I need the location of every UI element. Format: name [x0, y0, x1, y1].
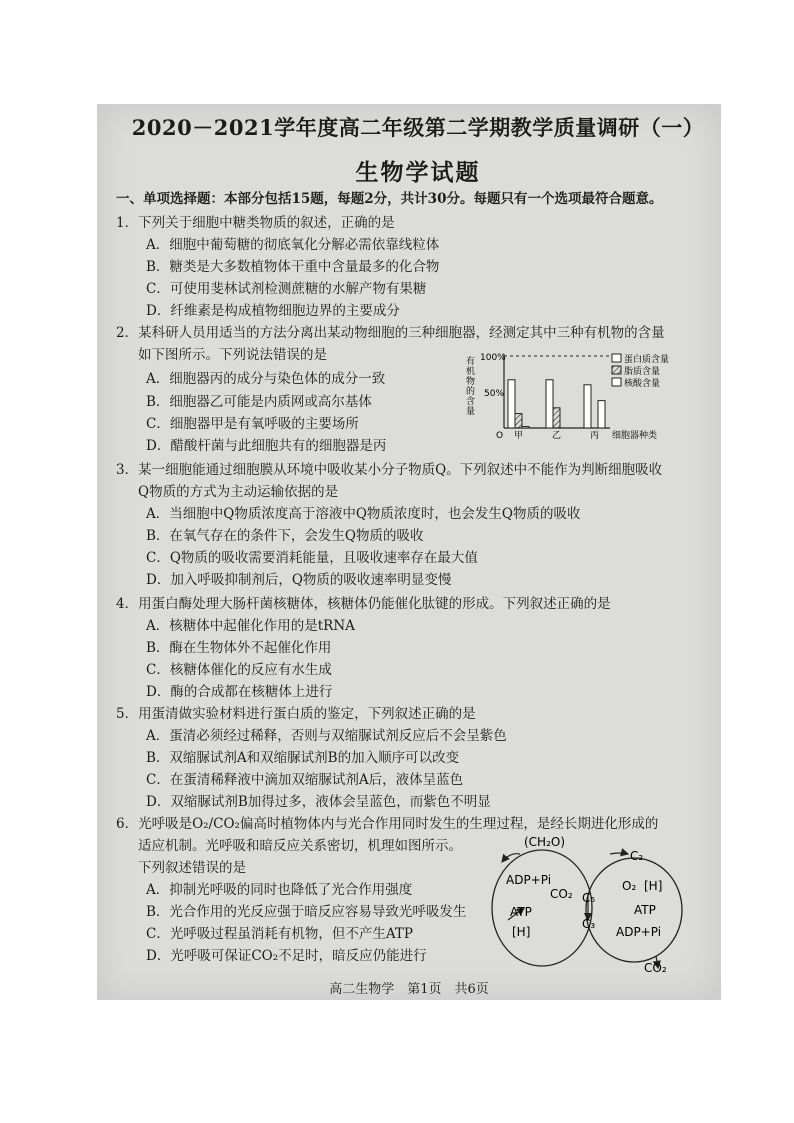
category-label: 丙 [590, 431, 600, 441]
label-h-left: [H] [512, 925, 531, 939]
legend-label: 蛋白质含量 [624, 355, 670, 365]
question-2-stem-cont: 如下图所示。下列说法错误的是 [138, 347, 327, 363]
legend-swatch [612, 354, 621, 362]
question-3-stem: 3．某一细胞能通过细胞膜从环境中吸收某小分子物质Q。下列叙述中不能作为判断细胞吸收 [116, 462, 663, 478]
q4-option-d: D．酶的合成都在核糖体上进行 [146, 684, 333, 700]
q5-option-d: D．双缩脲试剂B加得过多，液体会呈蓝色，而紫色不明显 [146, 794, 491, 810]
label-co2-mid: CO₂ [550, 887, 573, 901]
bar-2-2 [598, 401, 605, 428]
label-co2-bottom: CO₂ [644, 961, 667, 975]
legend-swatch [612, 366, 621, 374]
q3-option-d: D．加入呼吸抑制剂后，Q物质的吸收速率明显变慢 [146, 572, 452, 588]
arrow-c2 [610, 853, 628, 854]
bar-2-0 [584, 385, 591, 428]
q2-option-b: B．细胞器乙可能是内质网或高尔基体 [146, 394, 372, 410]
label-ch2o: (CH₂O) [524, 835, 566, 849]
legend-label: 核酸含量 [624, 379, 661, 389]
label-c2: C₂ [630, 849, 644, 863]
origin-label: O [496, 431, 504, 441]
question-6-stem-cont2: 下列叙述错误的是 [138, 860, 246, 876]
label-atp-left: ATP [510, 905, 532, 919]
q1-option-b: B．糖类是大多数植物体干重中含量最多的化合物 [146, 259, 440, 275]
question-6-stem-cont: 适应机制。光呼吸和暗反应关系密切，机理如图所示。 [138, 838, 462, 854]
organelle-bar-chart [462, 348, 684, 448]
q4-option-a: A．核糖体中起催化作用的是tRNA [146, 618, 355, 634]
label-adp-right: ADP+Pi [616, 925, 662, 939]
question-5-stem: 5．用蛋清做实验材料进行蛋白质的鉴定，下列叙述正确的是 [116, 706, 476, 722]
question-2-stem: 2．某科研人员用适当的方法分离出某动物细胞的三种细胞器，经测定其中三种有机物的含量 [116, 325, 665, 341]
y-axis-label-char: 机 [466, 367, 476, 377]
y-tick-100: 100% [480, 353, 506, 363]
q2-option-d: D．醋酸杆菌与此细胞共有的细胞器是丙 [146, 438, 387, 454]
q1-option-a: A．细胞中葡萄糖的彻底氧化分解必需依靠线粒体 [146, 237, 440, 253]
y-tick-50: 50% [484, 389, 505, 399]
q1-option-d: D．纤维素是构成植物细胞边界的主要成分 [146, 303, 400, 319]
label-c5: C₅ [582, 891, 596, 905]
section-heading: 一、单项选择题：本部分包括15题，每题2分，共计30分。每题只有一个选项最符合题意。 [116, 191, 663, 207]
bar-1-1 [553, 408, 560, 428]
label-h-right: [H] [644, 879, 663, 893]
page-footer: 高二生物学 第1页 共6页 [329, 982, 489, 997]
photorespiration-diagram [480, 832, 692, 980]
bar-0-1 [515, 414, 522, 428]
y-axis-label-char: 有 [466, 357, 476, 367]
q5-option-c: C．在蛋清稀释液中滴加双缩脲试剂A后，液体呈蓝色 [146, 772, 464, 788]
q5-option-b: B．双缩脲试剂A和双缩脲试剂B的加入顺序可以改变 [146, 750, 460, 766]
label-o2: O₂ [622, 879, 637, 893]
q6-option-b: B．光合作用的光反应强于暗反应容易导致光呼吸发生 [146, 904, 467, 920]
calvin-cycle-loop [492, 850, 592, 966]
label-adp-left: ADP+Pi [506, 873, 552, 887]
q6-option-d: D．光呼吸可保证CO₂不足时，暗反应仍能进行 [146, 948, 427, 964]
q1-option-c: C．可使用斐林试剂检测蔗糖的水解产物有果糖 [146, 281, 427, 297]
exam-title: 2020－2021学年度高二年级第二学期教学质量调研（一） [131, 115, 705, 140]
exam-subtitle: 生物学试题 [355, 159, 481, 186]
category-label: 甲 [514, 431, 524, 441]
x-axis-label: 细胞器种类 [612, 431, 658, 441]
y-axis-label-char: 物 [466, 377, 476, 387]
q6-option-a: A．抑制光呼吸的同时也降低了光合作用强度 [146, 882, 413, 898]
q4-option-c: C．核糖体催化的反应有水生成 [146, 662, 332, 678]
q3-option-c: C．Q物质的吸收需要消耗能量，且吸收速率存在最大值 [146, 550, 478, 566]
bar-1-0 [546, 380, 553, 428]
y-axis-label-char: 量 [466, 407, 476, 417]
bar-0-0 [508, 380, 515, 428]
question-1-stem: 1．下列关于细胞中糖类物质的叙述，正确的是 [116, 215, 395, 231]
question-3-stem-cont: Q物质的方式为主动运输依据的是 [138, 484, 339, 500]
y-axis-label-char: 含 [466, 397, 476, 407]
q5-option-a: A．蛋清必须经过稀释，否则与双缩脲试剂反应后不会呈紫色 [146, 728, 507, 744]
legend-label: 脂质含量 [624, 367, 661, 377]
q3-option-b: B．在氧气存在的条件下，会发生Q物质的吸收 [146, 528, 424, 544]
label-atp-right: ATP [634, 903, 656, 917]
q2-option-a: A．细胞器丙的成分与染色体的成分一致 [146, 371, 386, 387]
label-c3: C₃ [582, 917, 596, 931]
question-6-stem: 6．光呼吸是O₂/CO₂偏高时植物体内与光合作用同时发生的生理过程，是经长期进化形成的 [116, 816, 659, 832]
category-label: 乙 [552, 431, 562, 441]
bar-0-2 [522, 427, 529, 428]
q4-option-b: B．酶在生物体外不起催化作用 [146, 640, 332, 656]
q2-option-c: C．细胞器甲是有氧呼吸的主要场所 [146, 416, 359, 432]
y-axis-label-char: 的 [466, 387, 476, 397]
q6-option-c: C．光呼吸过程虽消耗有机物，但不产生ATP [146, 926, 413, 942]
q3-option-a: A．当细胞中Q物质浓度高于溶液中Q物质浓度时，也会发生Q物质的吸收 [146, 506, 581, 522]
legend-swatch [612, 378, 621, 386]
question-4-stem: 4．用蛋白酶处理大肠杆菌核糖体，核糖体仍能催化肽键的形成。下列叙述正确的是 [116, 596, 611, 612]
